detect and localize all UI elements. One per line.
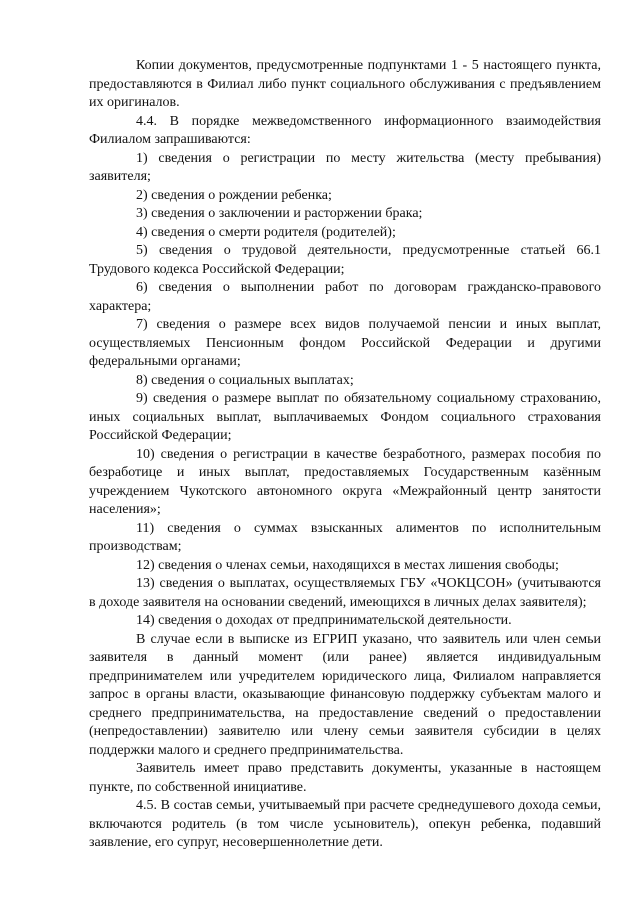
document-body xyxy=(89,57,601,853)
list-item-10: 10) сведения о регистрации в качестве безработного, размерах пособия по безработице и иных выплат, предоставляемых Государственным казённым учреждением Чукотского автономного округа «Межрайонный центр занятости населения»; xyxy=(89,446,601,517)
list-item-2: 2) сведения о рождении ребенка; xyxy=(136,187,332,203)
list-item-3: 3) сведения о заключении и расторжении брака; xyxy=(136,206,423,221)
paragraph-copies: Копии документов, предусмотренные подпунктами 1 - 5 настоящего пункта, предоставляются в Филиал либо пункт социального обслуживания с предъявлением их оригиналов. xyxy=(89,58,601,110)
paragraph-own-initiative: Заявитель имеет право представить документы, указанные в настоящем пункте, по собственной инициативе. xyxy=(89,761,601,795)
list-item-13: 13) сведения о выплатах, осуществляемых ГБУ «ЧОКЦСОН» (учитываются в доходе заявителя на основании сведений, имеющихся в личных делах заявителя); xyxy=(89,576,601,610)
paragraph-4-4: 4.4. В порядке межведомственного информационного взаимодействия Филиалом запрашиваются: xyxy=(89,113,601,147)
list-item-5: 5) сведения о трудовой деятельности, предусмотренные статьей 66.1 Трудового кодекса Российской Федерации; xyxy=(89,243,601,277)
list-item-11: 11) сведения о суммах взысканных алиментов по исполнительным производствам; xyxy=(89,520,601,554)
list-item-1: 1) сведения о регистрации по месту жительства (месту пребывания) заявителя; xyxy=(89,150,601,184)
list-item-4: 4) сведения о смерти родителя (родителей); xyxy=(136,224,396,240)
list-item-8: 8) сведения о социальных выплатах; xyxy=(136,372,354,388)
list-item-6: 6) сведения о выполнении работ по договорам гражданско-правового характера; xyxy=(89,280,601,314)
list-item-12: 12) сведения о членах семьи, находящихся в местах лишения свободы; xyxy=(136,557,559,573)
list-item-9: 9) сведения о размере выплат по обязательному социальному страхованию, иных социальных выплат, выплачиваемых Фондом социального страхования Российской Федерации; xyxy=(89,391,601,443)
list-item-7: 7) сведения о размере всех видов получаемой пенсии и иных выплат, осуществляемых Пенсионным фондом Российской Федерации и другими федеральными органами; xyxy=(89,317,601,369)
paragraph-egrip: В случае если в выписке из ЕГРИП указано, что заявитель или член семьи заявителя в данный момент (или ранее) является индивидуальным предпринимателем или учредителем юридического лица, Филиалом направляется запрос в органы власти, оказывающие финансовую поддержку субъектам малого и среднего предпринимательства, на предоставление сведений о предоставлении (непредоставлении) заявителю или члену семьи заявителя субсидии в целях поддержки малого и среднего предпринимательства. xyxy=(89,631,601,758)
paragraph-4-5: 4.5. В состав семьи, учитываемый при расчете среднедушевого дохода семьи, включаются родитель (в том числе усыновитель), опекун ребенка, подавший заявление, его супруг, несовершеннолетние дети. xyxy=(89,798,601,850)
list-item-14: 14) сведения о доходах от предпринимательской деятельности. xyxy=(136,613,512,628)
